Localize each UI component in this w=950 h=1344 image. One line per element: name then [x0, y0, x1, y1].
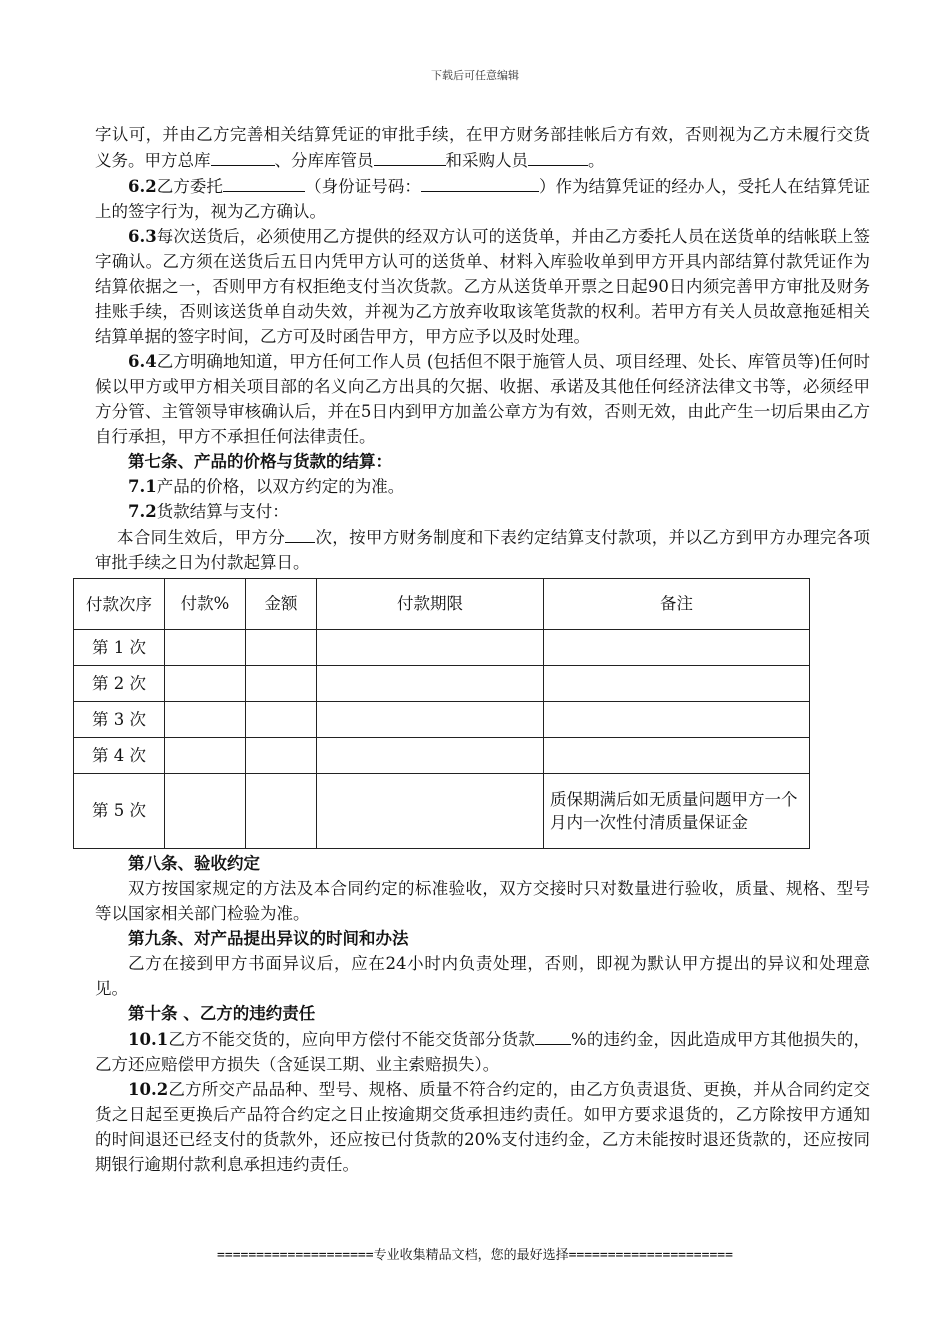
- row-label: 第 2 次: [74, 666, 165, 702]
- paragraph-6-3: [95, 224, 870, 349]
- cell-amount[interactable]: [246, 774, 317, 849]
- article-7-title: 第七条、产品的价格与货款的结算：: [128, 452, 392, 471]
- text: 、分库库管员: [274, 151, 374, 170]
- header-cell: 付款期限: [317, 579, 544, 630]
- clause-number: 6.2: [128, 177, 157, 196]
- cell-percent[interactable]: [165, 774, 246, 849]
- paragraph-10-1: [95, 1026, 870, 1077]
- cell-amount[interactable]: [246, 702, 317, 738]
- clause-number: 6.3: [128, 227, 157, 246]
- cell-amount[interactable]: [246, 666, 317, 702]
- text: ）作为结算凭证的经办人，受托人在结算凭证上的签字行为，视为乙方确认。: [95, 177, 871, 221]
- row-label: 第 4 次: [74, 738, 165, 774]
- table-row: [74, 702, 810, 738]
- row-label: 第 5 次: [74, 774, 165, 849]
- page-header: 下载后可任意编辑: [431, 69, 519, 82]
- cell-amount[interactable]: [246, 630, 317, 666]
- header-cell: 金额: [246, 579, 317, 630]
- article-10-title: 第十条 、乙方的违约责任: [128, 1004, 316, 1023]
- clause-number: 7.1: [128, 477, 157, 496]
- blank-id-number[interactable]: [421, 173, 539, 192]
- article-8-text: 双方按国家规定的方法及本合同约定的标准验收，双方交接时只对数量进行验收，质量、规格、型号等以国家相关部门检验为准。: [95, 879, 870, 923]
- text: 次，按甲方财务制度和下表约定结算支付款项，并以乙方到甲方办理完各项审批手续之日为付款起算日。: [95, 528, 871, 572]
- cell-term[interactable]: [317, 666, 544, 702]
- cell-term[interactable]: [317, 738, 544, 774]
- clause-number: 10.1: [128, 1030, 169, 1049]
- article-9-title: 第九条、对产品提出异议的时间和办法: [128, 929, 409, 948]
- blank-agent-name[interactable]: [223, 173, 305, 192]
- text: 本合同生效后，甲方分: [117, 528, 286, 547]
- text: 乙方委托: [156, 177, 223, 196]
- blank-purchaser[interactable]: [528, 147, 588, 166]
- cell-note[interactable]: [544, 702, 810, 738]
- cell-note[interactable]: 质保期满后如无质量问题甲方一个月内一次性付清质量保证金: [544, 774, 810, 849]
- text: 乙方不能交货的，应向甲方偿付不能交货部分货款: [168, 1030, 535, 1049]
- payment-table: [73, 578, 810, 849]
- article-9-text: 乙方在接到甲方书面异议后，应在24小时内负责处理，否则，即视为默认甲方提出的异议和处理意见。: [95, 954, 870, 998]
- text: 字认可，并由乙方完善相关结算凭证的审批手续，在甲方财务部挂帐后方有效，否则视为乙方未履行交货义务。甲方总库: [95, 125, 870, 170]
- blank-sub-warehouse[interactable]: [374, 147, 446, 166]
- blank-main-warehouse[interactable]: [211, 147, 275, 166]
- paragraph-10-2: [95, 1077, 870, 1177]
- text: 产品的价格，以双方约定的为准。: [156, 477, 405, 496]
- cell-note[interactable]: [544, 630, 810, 666]
- text: 和采购人员: [445, 151, 528, 170]
- blank-penalty-percent[interactable]: [535, 1026, 571, 1045]
- clause-number: 7.2: [128, 502, 157, 521]
- page-footer: ====================专业收集精品文档，您的最好选择=====================: [217, 1248, 733, 1263]
- document-body: [86, 122, 871, 1177]
- table-row: [74, 774, 810, 849]
- article-8-title: 第八条、验收约定: [128, 854, 260, 873]
- text: 货款结算与支付：: [156, 502, 289, 521]
- paragraph-6-2: [95, 173, 870, 224]
- paragraph-7-2: [95, 499, 870, 524]
- cell-percent[interactable]: [165, 630, 246, 666]
- cell-term[interactable]: [317, 630, 544, 666]
- cell-amount[interactable]: [246, 738, 317, 774]
- cell-term[interactable]: [317, 702, 544, 738]
- paragraph-7-1: [95, 474, 870, 499]
- cell-percent[interactable]: [165, 666, 246, 702]
- text: 乙方所交产品品种、型号、规格、质量不符合约定的，由乙方负责退货、更换，并从合同约定交货之日起至更换后产品符合约定之日止按逾期交货承担违约责任。如甲方要求退货的，乙方除按甲方通知的时间退还已经支付的货款外，还应按已付货款的20%支付违约金，乙方未能按时退还货款的，还应按同期银行逾期付款利息承担违约责任。: [95, 1080, 870, 1174]
- table-header-row: [74, 579, 810, 630]
- clause-number: 10.2: [128, 1080, 169, 1099]
- table-row: [74, 666, 810, 702]
- table-row: [74, 738, 810, 774]
- header-cell: 付款%: [165, 579, 246, 630]
- row-label: 第 1 次: [74, 630, 165, 666]
- cell-term[interactable]: [317, 774, 544, 849]
- paragraph-7-2-body: [95, 524, 870, 575]
- clause-number: 6.4: [128, 352, 157, 371]
- text: %的违约金，因此造成甲方其他损失的，乙方还应赔偿甲方损失（含延误工期、业主索赔损失）。: [95, 1030, 870, 1074]
- blank-installments[interactable]: [285, 524, 315, 543]
- paragraph-6-1-cont: [95, 122, 870, 173]
- text: 每次送货后，必须使用乙方提供的经双方认可的送货单，并由乙方委托人员在送货单的结帐联上签字确认。乙方须在送货后五日内凭甲方认可的送货单、材料入库验收单到甲方开具内部结算付款凭证作为结算依据之一，否则甲方有权拒绝支付当次货款。乙方从送货单开票之日起90日内须完善甲方审批及财务挂账手续，否则该送货单自动失效，并视为乙方放弃收取该笔货款的权利。若甲方有关人员故意拖延相关结算单据的签字时间，乙方可及时函告甲方，甲方应予以及时处理。: [95, 227, 870, 346]
- cell-percent[interactable]: [165, 702, 246, 738]
- text: （身份证号码：: [305, 177, 421, 196]
- row-label: 第 3 次: [74, 702, 165, 738]
- header-cell: 付款次序: [74, 579, 165, 630]
- text: 。: [588, 151, 605, 170]
- paragraph-6-4: [95, 349, 870, 449]
- text: 乙方明确地知道，甲方任何工作人员 (包括但不限于施管人员、项目经理、处长、库管员等)任何时候以甲方或甲方相关项目部的名义向乙方出具的欠据、收据、承诺及其他任何经济法律文书等，必须经甲方分管、主管领导审核确认后，并在5日内到甲方加盖公章方为有效，否则无效，由此产生一切后果由乙方自行承担，甲方不承担任何法律责任。: [95, 352, 870, 446]
- table-row: [74, 630, 810, 666]
- cell-note[interactable]: [544, 666, 810, 702]
- cell-note[interactable]: [544, 738, 810, 774]
- header-cell: 备注: [544, 579, 810, 630]
- cell-percent[interactable]: [165, 738, 246, 774]
